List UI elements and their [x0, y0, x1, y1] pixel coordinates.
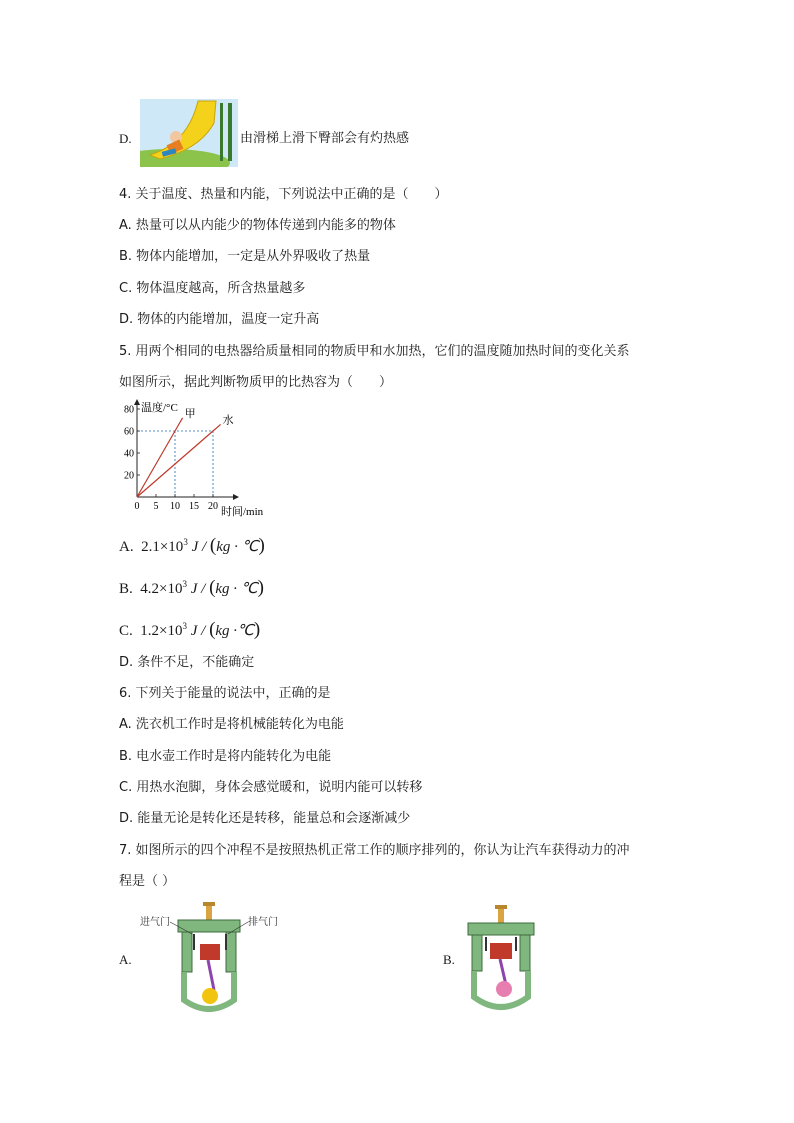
piston [490, 943, 512, 959]
q5-option-b-label: B. [119, 581, 133, 597]
series-line-0 [137, 418, 183, 497]
q5-option-c-exp: 3 [182, 621, 187, 631]
q5-option-a-label: A. [119, 539, 134, 555]
exhaust-valve-label: 排气门 [248, 917, 278, 928]
crankshaft [496, 981, 512, 997]
intake-valve-label: 进气门 [140, 917, 170, 928]
q3-option-d-text: 由滑梯上滑下臀部会有灼热感 [240, 131, 410, 146]
temperature-time-chart [115, 397, 275, 519]
q5-option-b: B. $4.2\times 10^3$ J / (kg · ℃) [119, 577, 264, 598]
y-axis-arrow [134, 399, 140, 405]
q4-option-a: A. 热量可以从内能少的物体传递到内能多的物体 [119, 218, 396, 233]
y-tick-label-60: 60 [124, 426, 134, 438]
y-tick-label-20: 20 [124, 470, 134, 482]
q6-option-d: D. 能量无论是转化还是转移，能量总和会逐渐减少 [119, 811, 411, 826]
q5-option-c-coef: 1.2×10 [140, 623, 183, 639]
q5-option-a-unit-pre: J / [191, 539, 210, 555]
q5-option-c-unit: kg ·℃ [215, 623, 254, 639]
series-label-0: 甲 [184, 407, 196, 420]
spark-plug [206, 904, 212, 922]
series-line-1 [137, 424, 221, 497]
q5-stem-line2: 如图所示，据此判断物质甲的比热容为（ ） [119, 375, 393, 390]
q3-option-d-label: D. [119, 131, 132, 146]
q4-stem: 4. 关于温度、热量和内能，下列说法中正确的是（ ） [119, 187, 448, 202]
y-axis-label: 温度/°C [141, 402, 178, 414]
q5-option-c-label: C. [119, 623, 133, 639]
q5-stem-line1: 5. 用两个相同的电热器给质量相同的物质甲和水加热，它们的温度随加热时间的变化关系 [119, 344, 630, 359]
q5-option-b-exp: 3 [182, 579, 187, 589]
x-axis-arrow [233, 494, 239, 500]
engine-stroke-b-diagram [462, 905, 542, 1013]
q5-option-a-exp: 3 [183, 537, 188, 547]
q7-stem-line2: 程是（ ） [119, 874, 176, 889]
q7-option-b-label: B. [443, 952, 455, 967]
q7-option-a-label: A. [119, 952, 132, 967]
chart-series [137, 407, 234, 497]
q5-option-b-coef: 4.2×10 [140, 581, 183, 597]
q6-option-b: B. 电水壶工作时是将内能转化为电能 [119, 749, 332, 764]
q6-option-a: A. 洗衣机工作时是将机械能转化为电能 [119, 717, 344, 732]
spark-plug [498, 907, 504, 923]
x-tick-label-20: 20 [208, 501, 218, 512]
q4-option-c: C. 物体温度越高，所含热量越多 [119, 281, 306, 296]
crankshaft [202, 988, 218, 1004]
q4-option-b: B. 物体内能增加，一定是从外界吸收了热量 [119, 249, 371, 264]
q6-stem: 6. 下列关于能量的说法中，正确的是 [119, 686, 331, 701]
q5-option-c: C. $1.2\times 10^3$ J / (kg ·℃) [119, 619, 261, 640]
x-tick-label-5: 5 [153, 501, 159, 512]
q5-option-c-unit-pre: J / [190, 623, 210, 639]
y-tick-label-80: 80 [124, 404, 134, 416]
engine-stroke-a-diagram [138, 900, 282, 1016]
q7-stem-line1: 7. 如图所示的四个冲程不是按照热机正常工作的顺序排列的，你认为让汽车获得动力的冲 [119, 843, 630, 858]
q4-option-d: D. 物体的内能增加，温度一定升高 [119, 312, 320, 327]
x-tick-label-15: 15 [189, 501, 199, 512]
q5-option-a-unit: kg · ℃ [216, 539, 259, 555]
x-axis-label: 时间/min [221, 506, 264, 518]
x-tick-label-0: 0 [134, 501, 140, 512]
q5-option-b-unit: kg · ℃ [215, 581, 258, 597]
x-tick-label-10: 10 [170, 501, 180, 512]
slide-illustration [140, 99, 238, 167]
q5-option-b-unit-pre: J / [190, 581, 210, 597]
y-tick-label-40: 40 [124, 448, 134, 460]
series-label-1: 水 [222, 414, 234, 427]
q5-option-a-coef: 2.1×10 [141, 539, 184, 555]
q5-option-a: A. $2.1\times 10^3$ J / (kg · ℃) [119, 535, 265, 556]
q6-option-c: C. 用热水泡脚，身体会感觉暖和，说明内能可以转移 [119, 780, 423, 795]
q5-option-d: D. 条件不足，不能确定 [119, 655, 255, 670]
piston [200, 944, 220, 960]
